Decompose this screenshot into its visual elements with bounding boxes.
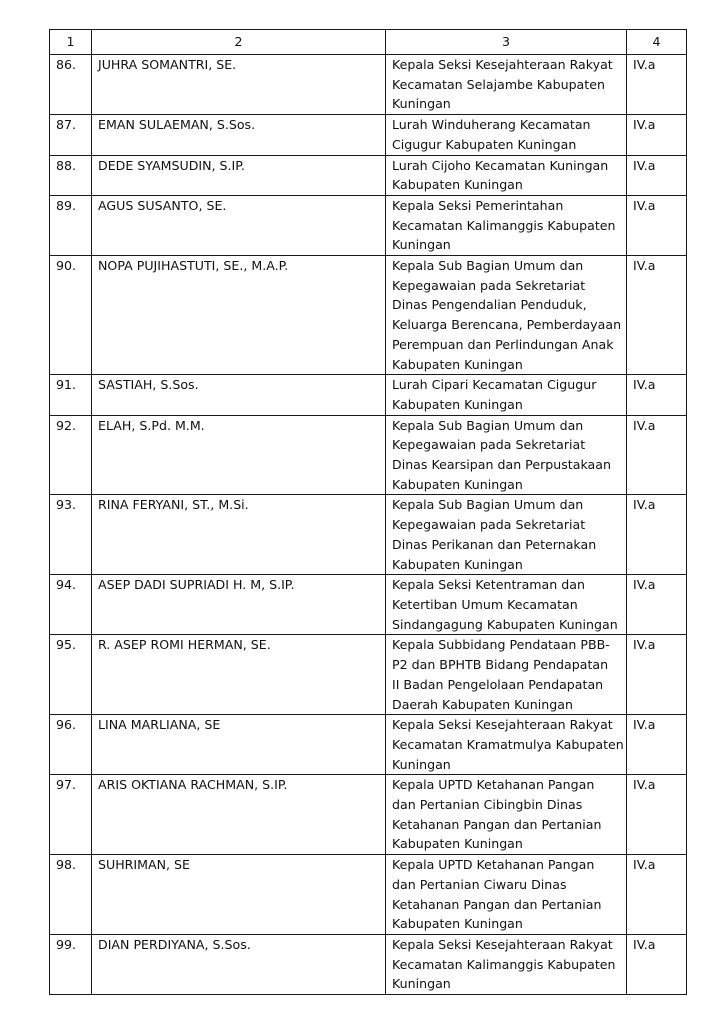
- row-number: 88.: [50, 155, 92, 195]
- table-row: [50, 495, 687, 575]
- official-position: [386, 375, 627, 415]
- table-row: [50, 375, 687, 415]
- official-name: DIAN PERDIYANA, S.Sos.: [92, 934, 386, 994]
- official-position: [386, 195, 627, 255]
- table-row: [50, 415, 687, 495]
- official-grade: IV.a: [627, 495, 687, 575]
- official-grade: IV.a: [627, 195, 687, 255]
- official-name: SUHRIMAN, SE: [92, 855, 386, 935]
- official-grade: IV.a: [627, 575, 687, 635]
- row-number: 87.: [50, 115, 92, 155]
- official-grade: IV.a: [627, 55, 687, 115]
- position-line: Kuningan: [392, 756, 451, 772]
- official-grade: IV.a: [627, 635, 687, 715]
- position-line: Kabupaten Kuningan: [392, 396, 523, 412]
- table-row: [50, 775, 687, 855]
- officials-table: [49, 29, 687, 995]
- row-number: 99.: [50, 934, 92, 994]
- position-line: Daerah Kabupaten Kuningan: [392, 696, 573, 712]
- official-position: [386, 55, 627, 115]
- position-line: Kabupaten Kuningan: [392, 916, 523, 932]
- position-line: Kepala Subbidang Pendataan PBB-: [392, 637, 610, 653]
- table-row: [50, 715, 687, 775]
- table-row: [50, 256, 687, 375]
- official-position: [386, 775, 627, 855]
- position-line: Lurah Cipari Kecamatan Cigugur: [392, 377, 597, 393]
- official-position: [386, 256, 627, 375]
- official-name: RINA FERYANI, ST., M.Si.: [92, 495, 386, 575]
- official-name: NOPA PUJIHASTUTI, SE., M.A.P.: [92, 256, 386, 375]
- official-name: AGUS SUSANTO, SE.: [92, 195, 386, 255]
- official-position: [386, 155, 627, 195]
- position-line: dan Pertanian Ciwaru Dinas: [392, 876, 567, 892]
- official-name: LINA MARLIANA, SE: [92, 715, 386, 775]
- position-line: Lurah Winduherang Kecamatan: [392, 117, 591, 133]
- position-line: Kuningan: [392, 96, 451, 112]
- row-number: 95.: [50, 635, 92, 715]
- table-header: [50, 30, 687, 55]
- official-grade: IV.a: [627, 155, 687, 195]
- position-line: Kabupaten Kuningan: [392, 177, 523, 193]
- table-row: [50, 635, 687, 715]
- position-line: Kepala Seksi Pemerintahan: [392, 197, 564, 213]
- table-row: [50, 155, 687, 195]
- row-number: 96.: [50, 715, 92, 775]
- official-position: [386, 415, 627, 495]
- position-line: Kepala UPTD Ketahanan Pangan: [392, 857, 595, 873]
- row-number: 86.: [50, 55, 92, 115]
- position-line: Kecamatan Kalimanggis Kabupaten: [392, 956, 616, 972]
- table-row: [50, 195, 687, 255]
- official-position: [386, 715, 627, 775]
- position-line: II Badan Pengelolaan Pendapatan: [392, 676, 604, 692]
- position-line: dan Pertanian Cibingbin Dinas: [392, 797, 583, 813]
- official-name: JUHRA SOMANTRI, SE.: [92, 55, 386, 115]
- official-grade: IV.a: [627, 415, 687, 495]
- position-line: Kepegawaian pada Sekretariat: [392, 517, 586, 533]
- position-line: Dinas Kearsipan dan Perpustakaan: [392, 457, 611, 473]
- official-name: ARIS OKTIANA RACHMAN, S.IP.: [92, 775, 386, 855]
- position-line: Kepala Seksi Kesejahteraan Rakyat: [392, 936, 613, 952]
- position-line: Ketahanan Pangan dan Pertanian: [392, 816, 602, 832]
- header-col-position: 3: [386, 30, 627, 55]
- table-row: [50, 115, 687, 155]
- header-col-name: 2: [92, 30, 386, 55]
- position-line: Lurah Cijoho Kecamatan Kuningan: [392, 157, 609, 173]
- table-row: [50, 575, 687, 635]
- position-line: Kepala Sub Bagian Umum dan: [392, 258, 584, 274]
- position-line: Kecamatan Kramatmulya Kabupaten: [392, 736, 624, 752]
- official-position: [386, 575, 627, 635]
- row-number: 97.: [50, 775, 92, 855]
- official-name: ASEP DADI SUPRIADI H. M, S.IP.: [92, 575, 386, 635]
- official-grade: IV.a: [627, 715, 687, 775]
- header-col-grade: 4: [627, 30, 687, 55]
- table-body: [50, 55, 687, 995]
- position-line: Kabupaten Kuningan: [392, 836, 523, 852]
- official-grade: IV.a: [627, 375, 687, 415]
- row-number: 89.: [50, 195, 92, 255]
- official-grade: IV.a: [627, 855, 687, 935]
- position-line: Perempuan dan Perlindungan Anak: [392, 336, 614, 352]
- official-name: R. ASEP ROMI HERMAN, SE.: [92, 635, 386, 715]
- position-line: Dinas Pengendalian Penduduk,: [392, 297, 587, 313]
- position-line: Kepala Sub Bagian Umum dan: [392, 417, 584, 433]
- official-position: [386, 115, 627, 155]
- position-line: Keluarga Berencana, Pemberdayaan: [392, 317, 622, 333]
- position-line: Kabupaten Kuningan: [392, 356, 523, 372]
- table-row: [50, 55, 687, 115]
- position-line: Kepala Seksi Kesejahteraan Rakyat: [392, 717, 613, 733]
- official-name: ELAH, S.Pd. M.M.: [92, 415, 386, 495]
- position-line: Kepala Seksi Ketentraman dan: [392, 577, 585, 593]
- position-line: Ketertiban Umum Kecamatan: [392, 596, 578, 612]
- position-line: P2 dan BPHTB Bidang Pendapatan: [392, 657, 609, 673]
- official-grade: IV.a: [627, 934, 687, 994]
- position-line: Kecamatan Selajambe Kabupaten: [392, 76, 605, 92]
- position-line: Kepala Seksi Kesejahteraan Rakyat: [392, 57, 613, 72]
- official-position: [386, 934, 627, 994]
- official-name: SASTIAH, S.Sos.: [92, 375, 386, 415]
- official-name: EMAN SULAEMAN, S.Sos.: [92, 115, 386, 155]
- position-line: Kuningan: [392, 237, 451, 253]
- table-row: [50, 855, 687, 935]
- position-line: Kepala UPTD Ketahanan Pangan: [392, 777, 595, 793]
- row-number: 91.: [50, 375, 92, 415]
- row-number: 94.: [50, 575, 92, 635]
- position-line: Kuningan: [392, 976, 451, 992]
- official-grade: IV.a: [627, 256, 687, 375]
- row-number: 98.: [50, 855, 92, 935]
- position-line: Ketahanan Pangan dan Pertanian: [392, 896, 602, 912]
- position-line: Kepala Sub Bagian Umum dan: [392, 497, 584, 513]
- row-number: 90.: [50, 256, 92, 375]
- header-row: [50, 30, 687, 55]
- official-grade: IV.a: [627, 775, 687, 855]
- position-line: Dinas Perikanan dan Peternakan: [392, 536, 597, 552]
- position-line: Kecamatan Kalimanggis Kabupaten: [392, 217, 616, 233]
- table-row: [50, 934, 687, 994]
- row-number: 93.: [50, 495, 92, 575]
- row-number: 92.: [50, 415, 92, 495]
- official-position: [386, 495, 627, 575]
- position-line: Kepegawaian pada Sekretariat: [392, 277, 586, 293]
- position-line: Cigugur Kabupaten Kuningan: [392, 136, 577, 152]
- position-line: Sindangagung Kabupaten Kuningan: [392, 616, 618, 632]
- position-line: Kepegawaian pada Sekretariat: [392, 437, 586, 453]
- official-position: [386, 855, 627, 935]
- header-col-number: 1: [50, 30, 92, 55]
- official-position: [386, 635, 627, 715]
- position-line: Kabupaten Kuningan: [392, 476, 523, 492]
- position-line: Kabupaten Kuningan: [392, 556, 523, 572]
- official-grade: IV.a: [627, 115, 687, 155]
- official-name: DEDE SYAMSUDIN, S.IP.: [92, 155, 386, 195]
